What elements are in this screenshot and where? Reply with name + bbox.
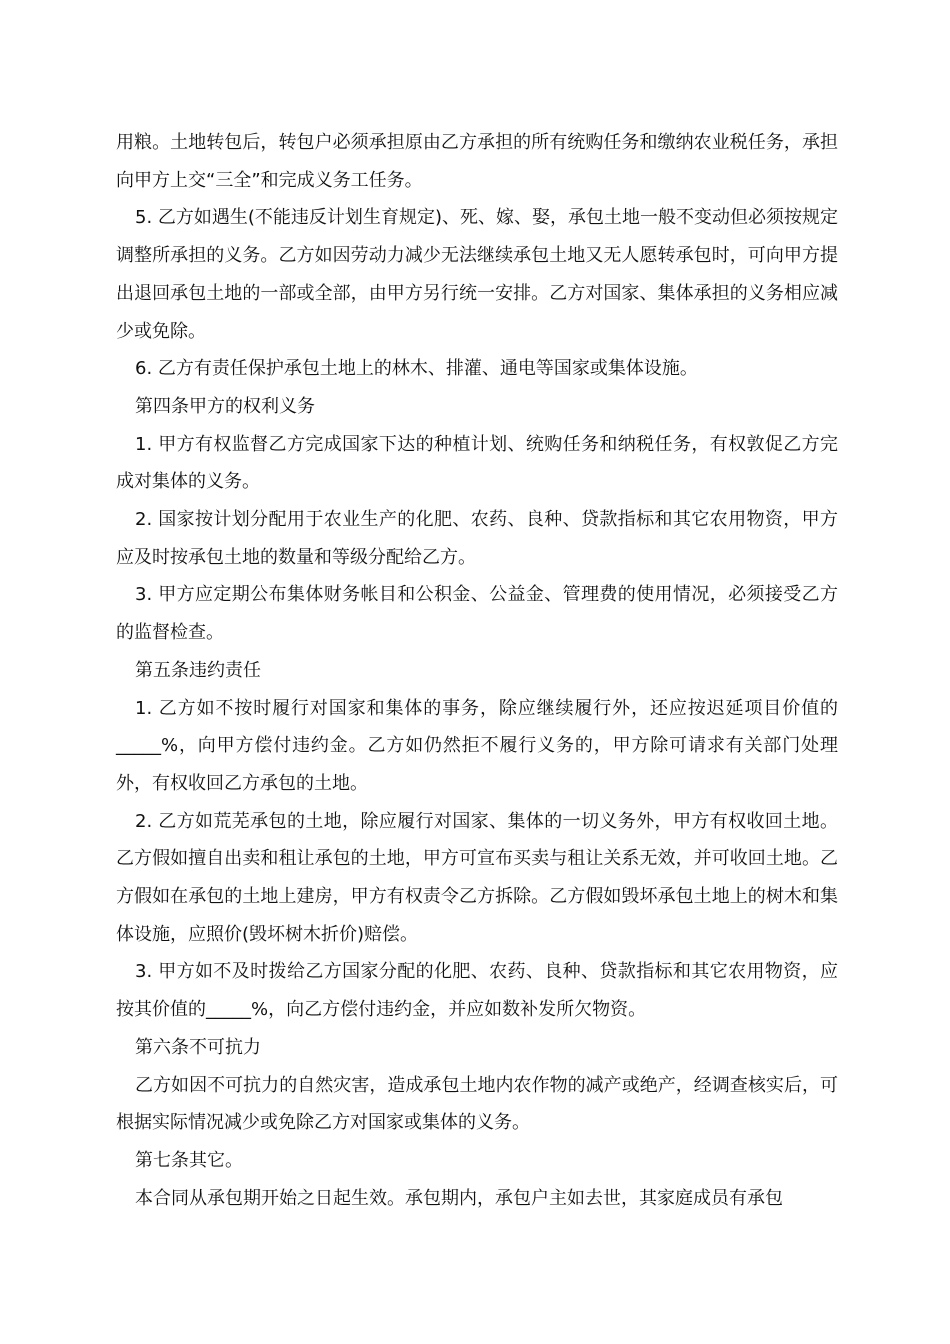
article-4-item-2: 2. 国家按计划分配用于农业生产的化肥、农药、良种、贷款指标和其它农用物资，甲方应及时按承包土地的数量和等级分配给乙方。 (116, 509, 838, 568)
article-7-heading: 第七条其它。 (135, 1149, 243, 1171)
article-5-heading: 第五条违约责任 (135, 659, 261, 681)
paragraph-continuation: 用粮。土地转包后，转包户必须承担原由乙方承担的所有统购任务和缴纳农业税任务，承担向甲方上交“三全”和完成义务工任务。 (116, 132, 838, 191)
article-4-item-3: 3. 甲方应定期公布集体财务帐目和公积金、公益金、管理费的使用情况，必须接受乙方的监督检查。 (116, 584, 838, 644)
article-5-item-1: 1. 乙方如不按时履行对国家和集体的事务，除应继续履行外，还应按迟延项目价值的_____%，向甲方偿付违约金。乙方如仍然拒不履行义务的，甲方除可请求有关部门处理外，有权收回乙方承包的土地。 (116, 697, 838, 794)
clause-3-item-6: 6. 乙方有责任保护承包土地上的林木、排灌、通电等国家或集体设施。 (135, 358, 698, 380)
article-5-item-3: 3. 甲方如不及时拨给乙方国家分配的化肥、农药、良种、贷款指标和其它农用物资，应按其价值的_____%，向乙方偿付违约金，并应如数补发所欠物资。 (116, 961, 838, 1021)
article-6-body: 乙方如因不可抗力的自然灾害，造成承包土地内农作物的减产或绝产，经调查核实后，可根据实际情况减少或免除乙方对国家或集体的义务。 (116, 1074, 838, 1134)
article-4-item-1: 1. 甲方有权监督乙方完成国家下达的种植计划、统购任务和纳税任务，有权敦促乙方完成对集体的义务。 (116, 433, 838, 493)
document-page (116, 124, 838, 1217)
clause-3-item-5: 5. 乙方如遇生(不能违反计划生育规定)、死、嫁、娶，承包土地一般不变动但必须按规定调整所承担的义务。乙方如因劳动力减少无法继续承包土地又无人愿转承包时，可向甲方提出退回承包土地的一部或全部，由甲方另行统一安排。乙方对国家、集体承担的义务相应减少或免除。 (116, 207, 838, 342)
article-7-body: 本合同从承包期开始之日起生效。承包期内，承包户主如去世，其家庭成员有承包 (135, 1187, 783, 1209)
article-5-item-2: 2. 乙方如荒芜承包的土地，除应履行对国家、集体的一切义务外，甲方有权收回土地。乙方假如擅自出卖和租让承包的土地，甲方可宣布买卖与租让关系无效，并可收回土地。乙方假如在承包的土地上建房，甲方有权责令乙方拆除。乙方假如毁坏承包土地上的树木和集体设施，应照价(毁坏树木折价)赔偿。 (116, 810, 838, 945)
article-4-heading: 第四条甲方的权利义务 (135, 395, 315, 417)
article-6-heading: 第六条不可抗力 (135, 1036, 261, 1058)
